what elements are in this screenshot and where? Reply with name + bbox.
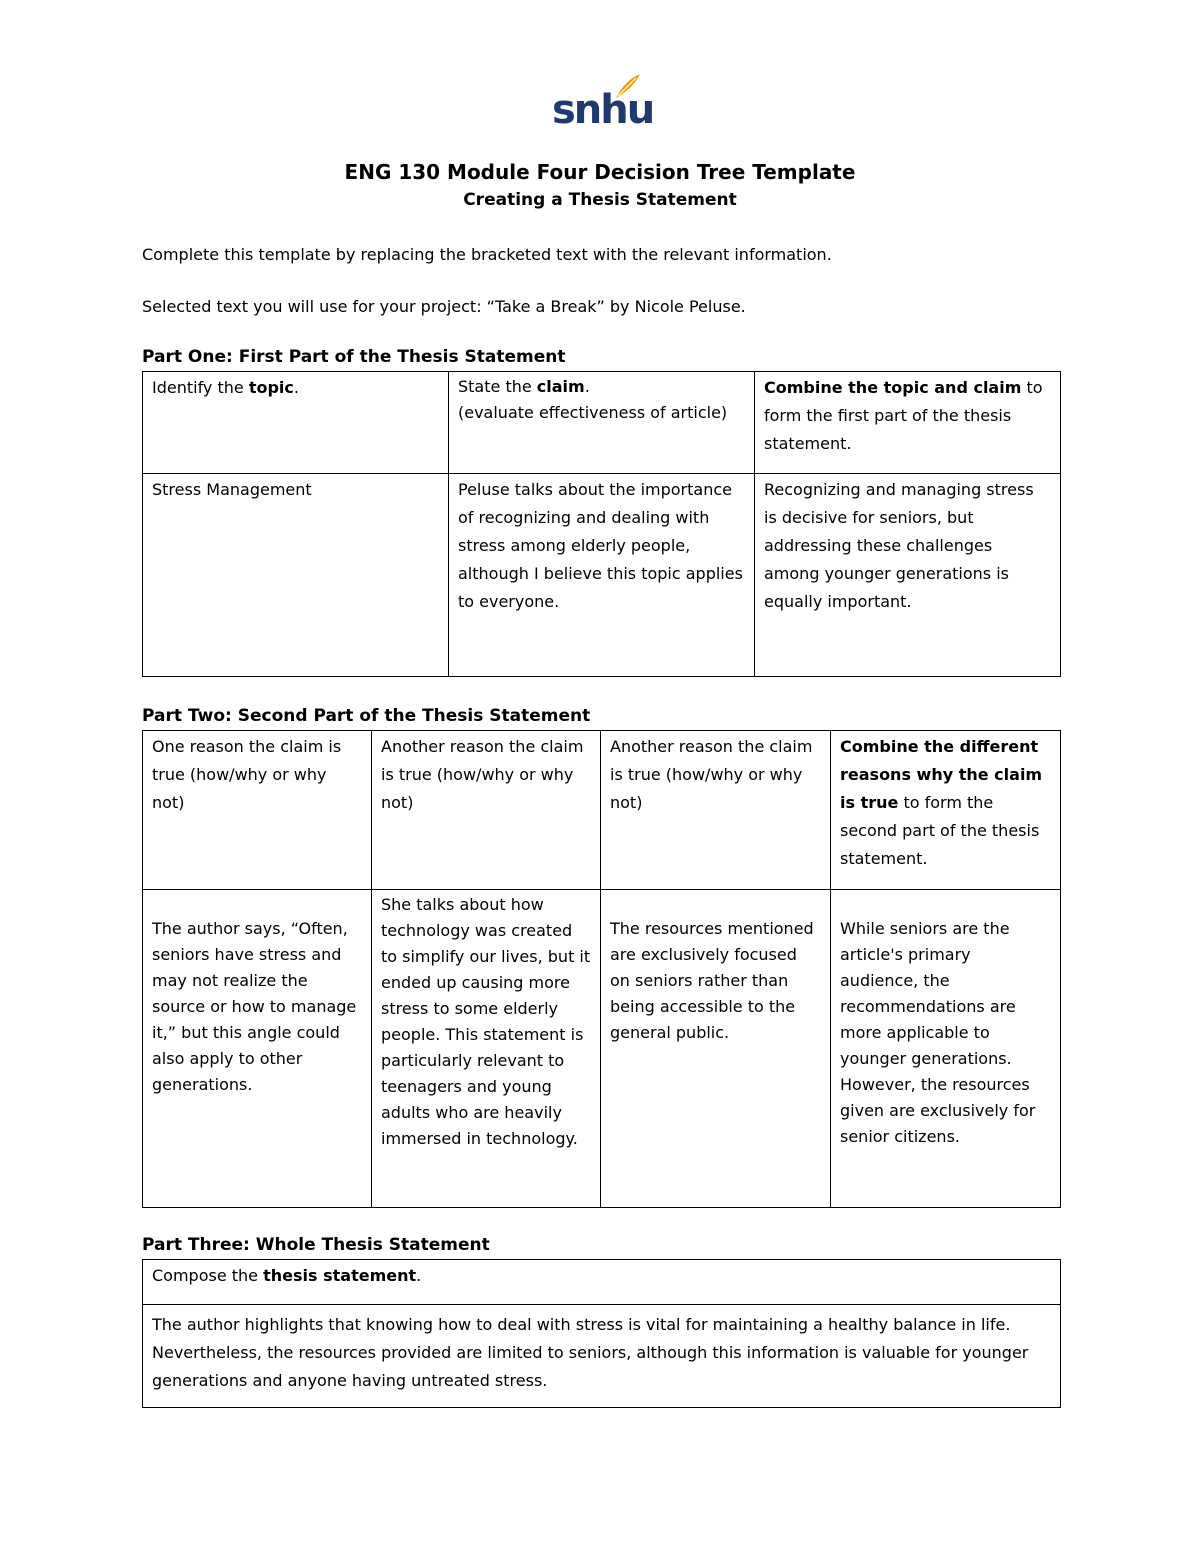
- table-header-row: [143, 1260, 1061, 1305]
- header-claim: State the claim. (evaluate effectiveness of article): [449, 372, 755, 474]
- table-header-row: [143, 372, 1061, 474]
- part-two-heading: Part Two: Second Part of the Thesis Statement: [142, 706, 591, 726]
- header-combine: Combine the topic and claim to form the first part of the thesis statement.: [755, 372, 1061, 474]
- header-reason-one: One reason the claim is true (how/why or why not): [143, 731, 372, 890]
- part-one-table: [142, 371, 1061, 677]
- part-three-heading: Part Three: Whole Thesis Statement: [142, 1235, 490, 1255]
- table-row: [143, 474, 1061, 677]
- document-title: ENG 130 Module Four Decision Tree Template: [344, 160, 856, 184]
- instructions: Complete this template by replacing the bracketed text with the relevant information.: [142, 245, 832, 264]
- table-row: [143, 890, 1061, 1208]
- header-combine-reasons: Combine the different reasons why the claim is true to form the second part of the thesis statement.: [831, 731, 1061, 890]
- header-topic: Identify the topic.: [143, 372, 449, 474]
- snhu-logo: [552, 72, 654, 136]
- document-subtitle: Creating a Thesis Statement: [463, 190, 737, 210]
- header-compose-thesis: Compose the thesis statement.: [143, 1260, 1061, 1305]
- header-reason-three: Another reason the claim is true (how/why or why not): [601, 731, 831, 890]
- selected-text: Selected text you will use for your project: “Take a Break” by Nicole Peluse.: [142, 297, 746, 316]
- cell-combined: Recognizing and managing stress is decisive for seniors, but addressing these challenges among younger generations is equally important.: [755, 474, 1061, 677]
- table-header-row: [143, 731, 1061, 890]
- cell-reason-one: The author says, “Often, seniors have stress and may not realize the source or how to manage it,” but this angle could also apply to other generations.: [143, 890, 372, 1208]
- cell-reason-three: The resources mentioned are exclusively focused on seniors rather than being accessible to the general public.: [601, 890, 831, 1208]
- part-one-heading: Part One: First Part of the Thesis Statement: [142, 347, 566, 367]
- part-two-table: [142, 730, 1061, 1208]
- cell-topic: Stress Management: [143, 474, 449, 677]
- table-row: [143, 1305, 1061, 1408]
- cell-claim: Peluse talks about the importance of recognizing and dealing with stress among elderly people, although I believe this topic applies to everyone.: [449, 474, 755, 677]
- logo-wordmark: snhu: [552, 87, 654, 133]
- cell-thesis: The author highlights that knowing how to deal with stress is vital for maintaining a healthy balance in life. Nevertheless, the resources provided are limited to seniors, although this information is valuable for younger generations and anyone having untreated stress.: [143, 1305, 1061, 1408]
- cell-combined-reasons: While seniors are the article's primary audience, the recommendations are more applicable to younger generations. However, the resources given are exclusively for senior citizens.: [831, 890, 1061, 1208]
- header-reason-two: Another reason the claim is true (how/why or why not): [372, 731, 601, 890]
- cell-reason-two: She talks about how technology was created to simplify our lives, but it ended up causing more stress to some elderly people. This statement is particularly relevant to teenagers and young adults who are heavily immersed in technology.: [372, 890, 601, 1208]
- part-three-table: [142, 1259, 1061, 1408]
